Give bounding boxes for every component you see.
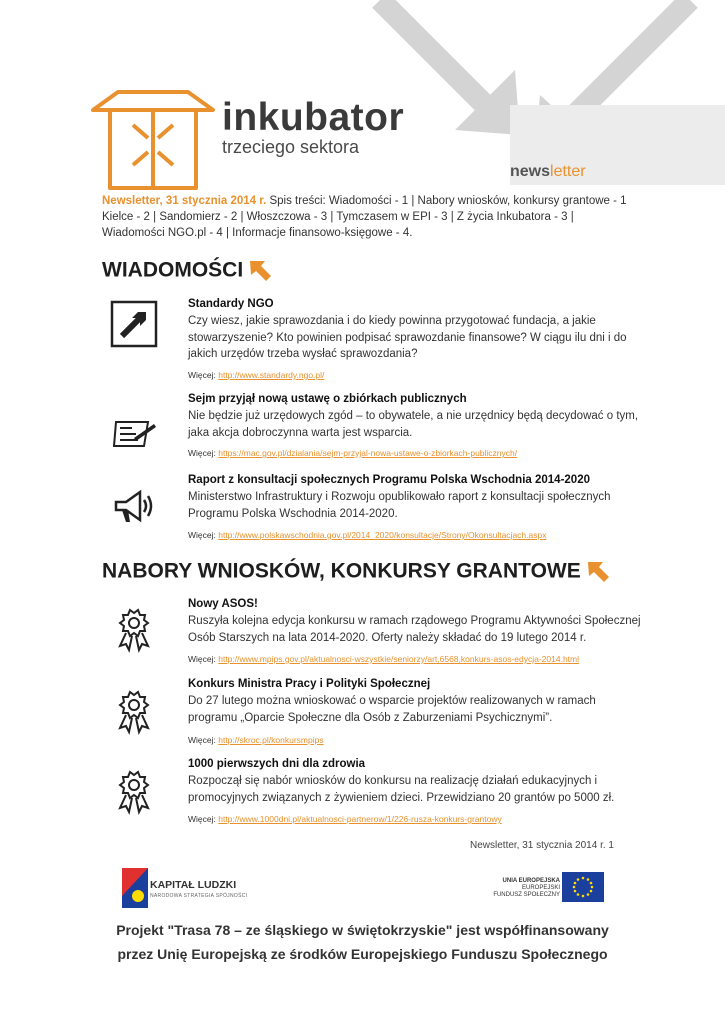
toc-text: Spis treści: Wiadomości - 1 | Nabory wniosków, konkursy grantowe - 1 Kielce - 2 | Sandomierz - 2 | Włoszczowa - 3 | Tymczasem w EPI - 3 | Z życia Inkubatora - 3 | Wiadomości NGO.pl - 4 | Informacje finansowo-księgowe - 4.: [102, 195, 627, 239]
page-footer: Newsletter, 31 stycznia 2014 r. 1: [470, 840, 614, 851]
section-title-news: WIADOMOŚCI: [102, 258, 273, 284]
item-link[interactable]: http://www.mpips.gov.pl/aktualnosci-wszystkie/seniorzy/art,6568,konkurs-asos-edycja-2014.html: [218, 654, 580, 664]
item-body: Czy wiesz, jakie sprawozdania i do kiedy powinna przygotować fundacja, a jakie stowarzyszenie? Kto powinien podpisać sprawozdanie finansowe? W ciągu ilu dni i do jakich urzędów trzeba wysłać sprawozdania?: [188, 315, 627, 360]
arrow-up-left-icon: [585, 559, 611, 585]
item-title: Standardy NGO: [188, 298, 274, 310]
item-more: Więcej: http://www.1000dni.pl/aktualnosci-partnerow/1/226-ruszа-konkurs-grantowy: [188, 814, 502, 824]
award-ribbon-icon: [110, 606, 158, 654]
table-of-contents: [102, 193, 632, 241]
kapital-ludzki-title: KAPITAŁ LUDZKI: [150, 879, 237, 891]
item-link[interactable]: http://www.polskawschodnia.gov.pl/2014_2020/konsultacje/Strony/Okonsultacjach.aspx: [218, 530, 547, 540]
item-title: 1000 pierwszych dni dla zdrowia: [188, 758, 366, 770]
item-more: Więcej: http://www.standardy.ngo.pl/: [188, 370, 325, 380]
kapital-ludzki-logo-icon: [120, 866, 150, 910]
kapital-ludzki-subtitle: NARODOWA STRATEGIA SPÓJNOŚCI: [150, 893, 248, 899]
item-body: Ruszyła kolejna edycja konkursu w ramach rządowego Programu Aktywności Społecznej Osób Starszych na lata 2014-2020. Oferty należy składać do 19 lutego 2014 r.: [188, 615, 641, 644]
item-body: Do 27 lutego można wnioskować o wsparcie projektów realizowanych w ramach programu „Oparcie Społeczne dla Osób z Zaburzeniami Psychicznymi”.: [188, 695, 596, 724]
logo-subtitle: trzeciego sektora: [222, 137, 360, 157]
project-line-1: Projekt "Trasa 78 – ze śląskiego w świętokrzyskie" jest współfinansowany: [116, 922, 609, 938]
item-more: Więcej: http://www.mpips.gov.pl/aktualnosci-wszystkie/seniorzy/art,6568,konkurs-asos-edycja-2014.html: [188, 654, 580, 664]
item-more: Więcej: http://skroc.pl/konkursmpips: [188, 735, 324, 745]
item-body: Nie będzie już urzędowych zgód – to obywatele, a nie urzędnicy będą decydować o tym, jaka akcja dobroczynna warta jest wsparcia.: [188, 410, 639, 439]
megaphone-icon: [110, 482, 158, 530]
section-title-grants: NABORY WNIOSKÓW, KONKURSY GRANTOWE: [102, 559, 611, 585]
item-body: Rozpoczął się nabór wniosków do konkursu na realizację działań edukacyjnych i promocyjnych związanych z żywieniem dzieci. Przewidziano 20 grantów po 5000 zł.: [188, 775, 615, 804]
item-title: Sejm przyjął nową ustawę o zbiórkach publicznych: [188, 393, 467, 405]
item-link[interactable]: https://mac.gov.pl/dzialania/sejm-przyjal-nowa-ustawe-o-zbiorkach-publicznych/: [218, 448, 518, 458]
item-link[interactable]: http://skroc.pl/konkursmpips: [218, 735, 324, 745]
logo-wordmark: inkubator: [222, 96, 405, 139]
arrow-up-right-icon: [110, 300, 158, 348]
newsletter-badge: newsletter: [510, 163, 586, 180]
eu-label: UNIA EUROPEJSKA EUROPEJSKI FUNDUSZ SPOŁECZNY: [493, 878, 560, 898]
eu-flag-icon: [562, 872, 604, 902]
inkubator-logo-icon: [88, 70, 218, 195]
item-more: Więcej: https://mac.gov.pl/dzialania/sejm-przyjal-nowa-ustawe-o-zbiorkach-publicznych/: [188, 448, 518, 458]
item-body: Ministerstwo Infrastruktury i Rozwoju opublikowało raport z konsultacji społecznych Programu Polska Wschodnia 2014-2020.: [188, 491, 611, 520]
item-title: Konkurs Ministra Pracy i Polityki Społecznej: [188, 678, 431, 690]
toc-date: Newsletter, 31 stycznia 2014 r.: [102, 195, 267, 207]
project-line-2: przez Unię Europejską ze środków Europejskiego Funduszu Społecznego: [117, 946, 608, 962]
award-ribbon-icon: [110, 768, 158, 816]
item-more: Więcej: http://www.polskawschodnia.gov.pl/2014_2020/konsultacje/Strony/Okonsultacjach.aspx: [188, 530, 547, 540]
item-link[interactable]: http://www.1000dni.pl/aktualnosci-partnerow/1/226-ruszа-konkurs-grantowy: [218, 814, 502, 824]
arrow-up-left-icon: [247, 258, 273, 284]
award-ribbon-icon: [110, 688, 158, 736]
item-link[interactable]: http://www.standardy.ngo.pl/: [218, 370, 325, 380]
item-title: Raport z konsultacji społecznych Programu Polska Wschodnia 2014-2020: [188, 474, 590, 486]
document-pen-icon: [110, 408, 158, 456]
item-title: Nowy ASOS!: [188, 598, 258, 610]
